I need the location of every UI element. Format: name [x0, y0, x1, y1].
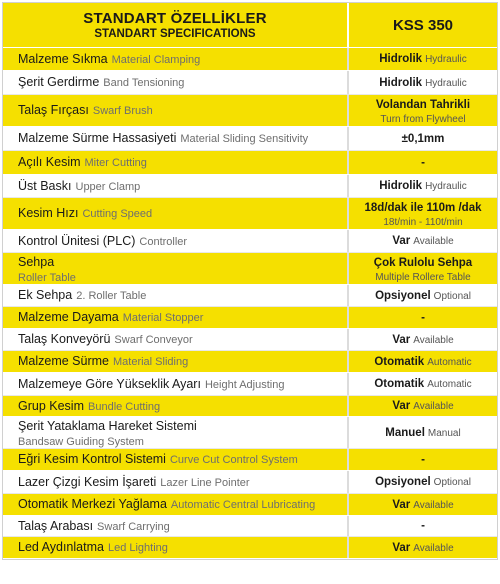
header-title-cell — [3, 3, 349, 47]
feature-name-tr: Malzemeye Göre Yükseklik Ayarı — [18, 376, 201, 391]
table-row — [3, 516, 497, 537]
feature-name-en: Bandsaw Guiding System — [18, 435, 144, 448]
feature-label — [18, 399, 347, 414]
value-tr: Opsiyonel — [375, 289, 431, 302]
feature-name-en: Miter Cutting — [84, 157, 147, 169]
feature-cell — [3, 198, 349, 229]
feature-label — [18, 519, 347, 534]
spec-table — [2, 2, 498, 560]
feature-label — [18, 52, 347, 67]
value-cell — [349, 253, 497, 284]
table-row — [3, 48, 497, 71]
value-tr: 18d/dak ile 110m /dak — [364, 202, 482, 214]
value-en: Manual — [427, 427, 461, 439]
feature-cell — [3, 494, 349, 515]
value-tr: Opsiyonel — [375, 476, 431, 488]
feature-name-en: Height Adjusting — [204, 378, 285, 391]
feature-cell — [3, 329, 349, 350]
feature-cell — [3, 449, 349, 470]
feature-cell — [3, 396, 349, 416]
table-row — [3, 449, 497, 471]
value-en: Available — [413, 542, 454, 554]
table-row — [3, 351, 497, 373]
feature-name-tr: Kontrol Ünitesi (PLC) — [18, 233, 136, 248]
feature-name-en: Material Clamping — [111, 53, 201, 66]
feature-cell — [3, 471, 349, 493]
value-cell — [349, 516, 497, 536]
feature-name-tr: Talaş Fırçası — [18, 103, 89, 117]
feature-name-tr: Malzeme Dayama — [18, 310, 119, 324]
value-tr: Otomatik — [374, 378, 425, 390]
value-en: Available — [413, 401, 454, 412]
feature-name-tr: Talaş Arabası — [18, 518, 94, 533]
value-en: Automatic — [427, 356, 472, 368]
table-row — [3, 95, 497, 127]
value-cell — [349, 285, 497, 306]
feature-cell — [3, 537, 349, 558]
value-cell — [349, 417, 497, 448]
feature-name-en: Lazer Line Pointer — [160, 476, 250, 489]
value-cell — [349, 48, 497, 70]
feature-name-en: Curve Cut Control System — [169, 454, 298, 466]
value-en: Optional — [433, 477, 471, 488]
feature-cell — [3, 516, 349, 536]
feature-label — [18, 354, 347, 369]
table-header — [3, 3, 497, 48]
feature-name-tr: Açılı Kesim — [18, 155, 81, 169]
value-tr: - — [421, 311, 425, 324]
value-cell — [349, 198, 497, 229]
value-cell — [349, 307, 497, 328]
feature-name-en: Roller Table — [18, 271, 76, 284]
feature-name-tr: Eğri Kesim Kontrol Sistemi — [18, 452, 166, 466]
value-tr: Otomatik — [374, 355, 425, 368]
feature-name-tr: Kesim Hızı — [18, 206, 79, 220]
value-cell — [349, 230, 497, 252]
value-tr: - — [421, 156, 425, 169]
table-row — [3, 253, 497, 285]
value-en: Multiple Rollere Table — [375, 272, 471, 283]
value-en: Hydraulic — [425, 181, 467, 192]
value-tr: - — [421, 520, 425, 532]
feature-name-tr: Malzeme Sürme — [18, 354, 109, 368]
value-en: Turn from Flywheel — [380, 114, 466, 125]
feature-cell — [3, 417, 349, 448]
value-tr: Hidrolik — [379, 76, 423, 89]
feature-name-en: Upper Clamp — [75, 180, 141, 193]
feature-label — [18, 75, 347, 90]
feature-label — [18, 179, 347, 194]
feature-name-en: Led Lighting — [107, 542, 168, 554]
table-row — [3, 285, 497, 307]
value-cell — [349, 494, 497, 515]
feature-label — [18, 103, 347, 118]
feature-name-en: Swarf Carrying — [97, 520, 170, 533]
feature-name-tr: Led Aydınlatma — [18, 540, 104, 554]
table-row — [3, 307, 497, 329]
feature-label — [18, 310, 347, 325]
feature-cell — [3, 48, 349, 70]
table-row — [3, 151, 497, 175]
feature-name-en: Swarf Brush — [92, 105, 153, 117]
table-row — [3, 127, 497, 151]
feature-label — [18, 377, 347, 392]
feature-cell — [3, 373, 349, 395]
value-tr: Hidrolik — [379, 53, 423, 65]
value-cell — [349, 373, 497, 395]
feature-name-tr: Ek Sehpa — [18, 288, 73, 302]
feature-label — [18, 288, 347, 303]
value-tr: Var — [392, 541, 411, 554]
value-tr: Volandan Tahrikli — [375, 99, 471, 111]
feature-label — [18, 131, 347, 146]
value-cell — [349, 151, 497, 174]
value-en: Automatic — [427, 379, 472, 390]
header-title-en: STANDART SPECIFICATIONS — [94, 27, 256, 40]
feature-label — [18, 332, 347, 347]
feature-cell — [3, 175, 349, 197]
feature-name-en: 2. Roller Table — [76, 290, 147, 302]
header-model: KSS 350 — [392, 16, 454, 34]
table-row — [3, 329, 497, 351]
feature-cell — [3, 71, 349, 94]
value-cell — [349, 449, 497, 470]
feature-name-en: Material Sliding Sensitivity — [180, 133, 309, 145]
feature-label — [18, 475, 347, 490]
feature-name-en: Band Tensioning — [103, 77, 185, 89]
value-tr: Manuel — [385, 426, 425, 439]
feature-cell — [3, 230, 349, 252]
value-tr: Var — [392, 235, 411, 247]
value-tr: Hidrolik — [379, 180, 423, 192]
feature-name-en: Material Stopper — [122, 312, 204, 324]
value-en: Hydraulic — [425, 77, 467, 89]
feature-name-en: Cutting Speed — [82, 208, 153, 220]
feature-name-tr: Otomatik Merkezi Yağlama — [18, 497, 167, 511]
feature-name-tr: Sehpa — [18, 254, 55, 269]
value-cell — [349, 95, 497, 126]
feature-cell — [3, 285, 349, 306]
value-cell — [349, 537, 497, 558]
value-tr: ±0,1mm — [401, 132, 445, 145]
feature-name-tr: Üst Baskı — [18, 178, 72, 193]
value-en: Available — [413, 236, 454, 247]
feature-name-tr: Şerit Gerdirme — [18, 75, 100, 89]
feature-name-en: Material Sliding — [113, 356, 189, 368]
table-row — [3, 71, 497, 95]
feature-name-tr: Şerit Yataklama Hareket Sistemi — [18, 418, 197, 433]
value-cell — [349, 71, 497, 94]
value-en: Optional — [433, 290, 471, 302]
table-row — [3, 537, 497, 559]
value-cell — [349, 329, 497, 350]
table-row — [3, 396, 497, 417]
feature-label — [18, 540, 347, 555]
table-row — [3, 417, 497, 449]
value-cell — [349, 396, 497, 416]
feature-name-tr: Grup Kesim — [18, 398, 84, 413]
value-cell — [349, 351, 497, 372]
value-tr: - — [421, 453, 425, 466]
value-tr: Var — [392, 498, 411, 511]
spec-rows — [3, 48, 497, 559]
feature-name-tr: Lazer Çizgi Kesim İşareti — [18, 474, 157, 489]
feature-cell — [3, 253, 349, 284]
feature-label — [18, 155, 347, 170]
value-cell — [349, 471, 497, 493]
header-title-tr: STANDART ÖZELLİKLER — [83, 9, 267, 27]
value-cell — [349, 127, 497, 150]
feature-label — [18, 452, 347, 467]
table-row — [3, 230, 497, 253]
feature-cell — [3, 95, 349, 126]
feature-name-tr: Malzeme Sıkma — [18, 51, 108, 66]
feature-cell — [3, 307, 349, 328]
value-en: Available — [413, 499, 454, 511]
value-tr: Var — [392, 400, 411, 412]
feature-name-en: Bundle Cutting — [88, 400, 161, 413]
feature-cell — [3, 127, 349, 150]
feature-label — [18, 206, 347, 221]
value-en: Available — [413, 334, 454, 346]
value-tr: Çok Rulolu Sehpa — [373, 257, 473, 269]
feature-name-tr: Talaş Konveyörü — [18, 332, 111, 346]
feature-name-tr: Malzeme Sürme Hassasiyeti — [18, 131, 177, 145]
feature-name-en: Swarf Conveyor — [114, 334, 193, 346]
feature-name-en: Controller — [139, 235, 188, 248]
table-row — [3, 198, 497, 230]
table-row — [3, 494, 497, 516]
value-cell — [349, 175, 497, 197]
value-tr: Var — [392, 333, 411, 346]
feature-cell — [3, 151, 349, 174]
table-row — [3, 471, 497, 494]
feature-label — [18, 497, 347, 512]
feature-label — [18, 234, 347, 249]
value-en: Hydraulic — [425, 54, 467, 65]
table-row — [3, 373, 497, 396]
feature-name-en: Automatic Central Lubricating — [170, 499, 316, 511]
value-en: 18t/min - 110t/min — [383, 217, 463, 228]
feature-cell — [3, 351, 349, 372]
table-row — [3, 175, 497, 198]
header-model-cell — [349, 3, 497, 47]
